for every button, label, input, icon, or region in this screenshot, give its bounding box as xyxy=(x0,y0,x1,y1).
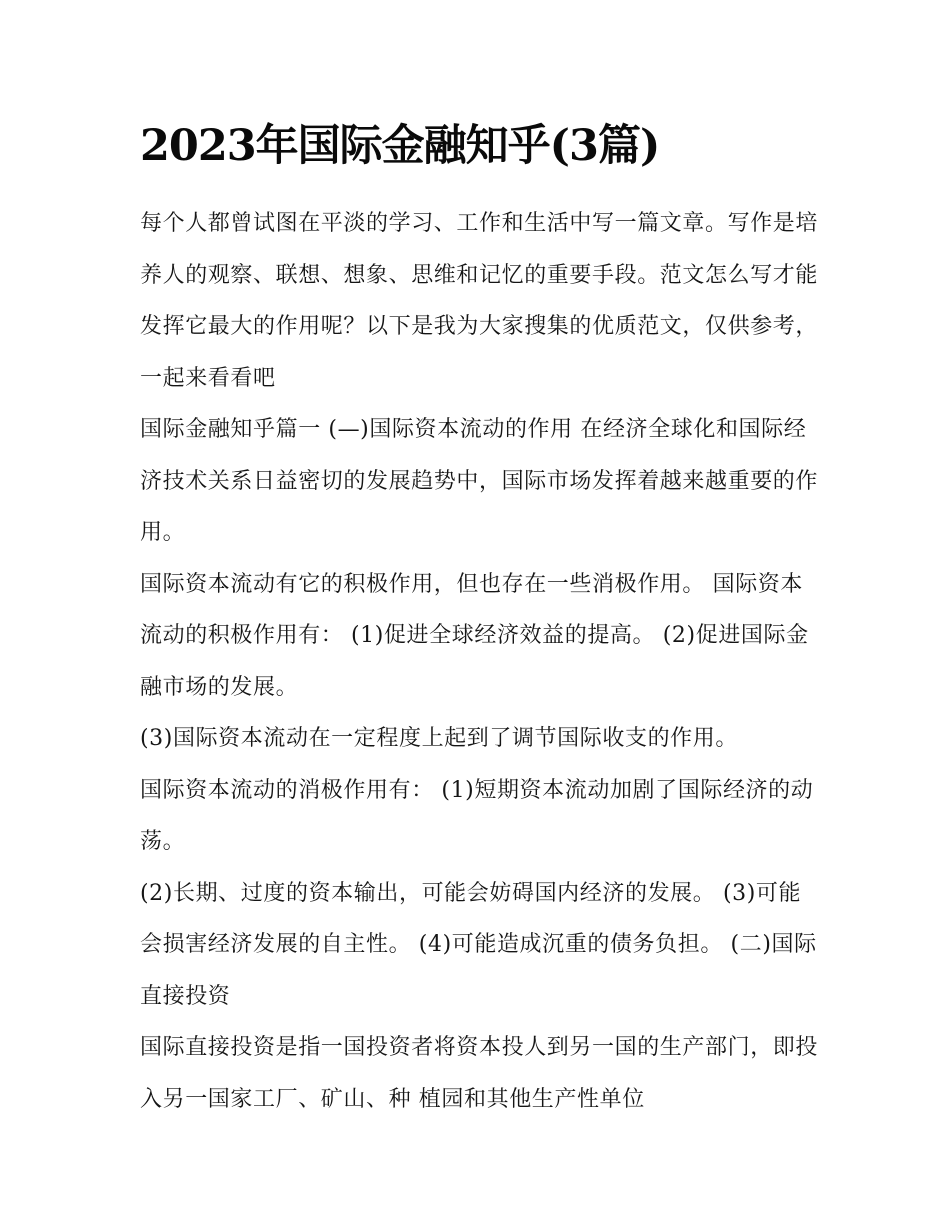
paragraph-section-one: 国际金融知乎篇一 (—)国际资本流动的作用 在经济全球化和国际经济技术关系日益密切的发展趋势中，国际市场发挥着越来越重要的作用。 xyxy=(140,417,819,545)
paragraph-intro: 每个人都曾试图在平淡的学习、工作和生活中写一篇文章。写作是培养人的观察、联想、想象、思维和记忆的重要手段。范文怎么写才能发挥它最大的作用呢？以下是我为大家搜集的优质范文，仅供参考，一起来看看吧 xyxy=(140,211,819,391)
paragraph-negative-effects: 国际资本流动的消极作用有： (1)短期资本流动加剧了国际经济的动荡。 xyxy=(140,777,814,854)
paragraph-balance-of-payments: (3)国际资本流动在一定程度上起到了调节国际收支的作用。 xyxy=(140,726,738,751)
paragraph-direct-investment: 国际直接投资是指一国投资者将资本投人到另一国的生产部门，即投入另一国家工厂、矿山、种 植园和其他生产性单位 xyxy=(140,1035,819,1112)
document-title: 2023年国际金融知乎(3篇) xyxy=(140,121,660,171)
paragraph-capital-export: (2)长期、过度的资本输出，可能会妨碍国内经济的发展。 (3)可能会损害经济发展的自主性。 (4)可能造成沉重的债务负担。 (二)国际直接投资 xyxy=(140,880,817,1009)
paragraph-capital-flow-effects: 国际资本流动有它的积极作用，但也存在一些消极作用。 国际资本流动的积极作用有： (1)促进全球经济效益的提高。 (2)促进国际金融市场的发展。 xyxy=(140,571,809,700)
document-body xyxy=(140,198,820,1125)
